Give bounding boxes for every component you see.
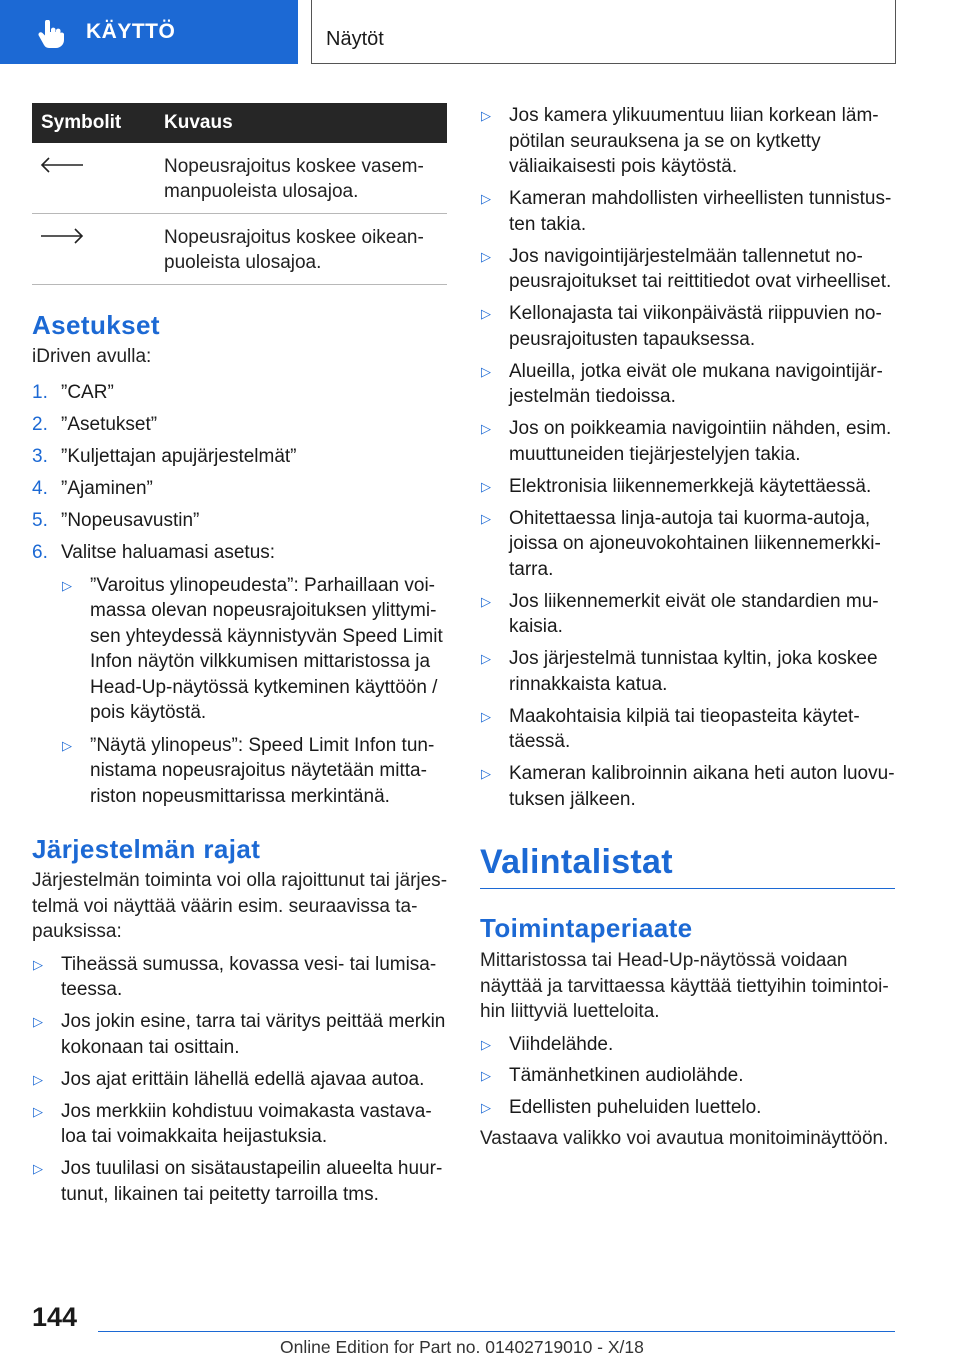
list-item: ▷ Viihdelähde. xyxy=(480,1032,895,1058)
triangle-bullet-icon: ▷ xyxy=(33,1071,43,1087)
list-item: ▷ Elektronisia liikennemerkkejä käytettäessä. xyxy=(480,474,895,500)
triangle-bullet-icon: ▷ xyxy=(481,363,491,379)
limits-list-left xyxy=(32,952,447,1208)
list-item: ▷ Jos navigointijärjestelmään tallennetut nopeusrajoitukset tai reittitiedot ovat virheelliset. xyxy=(480,244,895,295)
table-header-symbol: Symbolit xyxy=(41,112,122,133)
table-header-description: Kuvaus xyxy=(164,112,233,133)
triangle-bullet-icon: ▷ xyxy=(33,1103,43,1119)
list-item: ▷ Kellonajasta tai viikonpäivästä riippuvien nopeusrajoitusten tapauksessa. xyxy=(480,301,895,352)
principle-intro: Mittaristossa tai Head-Up-näytössä voidaan näyttää ja tarvittaessa käyttää tiettyihin toimintoihin liittyviä luetteloita. xyxy=(480,950,889,1022)
table-cell-description: Nopeusrajoitus koskee oikeanpuoleista ulosajoa. xyxy=(164,227,424,273)
chapter-heading: Valintalistat xyxy=(480,843,673,881)
list-item: 4. ”Ajaminen” xyxy=(32,478,153,500)
settings-steps xyxy=(32,380,447,566)
list-item: 2. ”Asetukset” xyxy=(32,413,158,435)
table-row xyxy=(32,143,447,214)
list-item: ▷ Alueilla, jotka eivät ole mukana navigointijärjestelmän tiedoissa. xyxy=(480,359,895,410)
lists-items xyxy=(480,1032,895,1121)
triangle-bullet-icon: ▷ xyxy=(481,478,491,494)
list-item: ▷ Jos on poikkeamia navigointiin nähden, esim. muuttuneiden tiejärjestelyjen takia. xyxy=(480,416,895,467)
triangle-bullet-icon: ▷ xyxy=(481,651,491,666)
arrow-left-icon xyxy=(40,157,84,173)
page-number: 144 xyxy=(32,1302,78,1332)
section-label: KÄYTTÖ xyxy=(86,20,176,43)
table-header xyxy=(32,103,447,143)
settings-sub-options xyxy=(32,573,447,810)
list-item: ▷ Jos järjestelmä tunnistaa kyltin, joka koskee rinnakkaista katua. xyxy=(480,646,895,697)
list-item: ▷ Jos tuulilasi on sisätaustapeilin alueelta huurtunut, likainen tai peitetty tarroilla tms. xyxy=(32,1156,447,1207)
triangle-bullet-icon: ▷ xyxy=(33,1161,43,1177)
limits-list-right xyxy=(480,103,895,812)
list-item: ▷ Tämänhetkinen audiolähde. xyxy=(480,1063,895,1089)
list-item: ▷ ”Näytä ylinopeus”: Speed Limit Infon tunnistama nopeusrajoitus näytetään mittariston nopeusmittarissa merkintänä. xyxy=(61,733,447,810)
list-item: ▷ Ohitettaessa linja-autoja tai kuorma-autoja, joissa on ajoneuvokohtainen liikennemerkkitarra. xyxy=(480,506,895,583)
section-heading-settings: Asetukset xyxy=(32,310,160,340)
triangle-bullet-icon: ▷ xyxy=(481,191,491,206)
triangle-bullet-icon: ▷ xyxy=(481,108,491,123)
table-row xyxy=(32,214,447,285)
left-column xyxy=(32,103,447,1207)
list-item: ▷ Tiheässä sumussa, kovassa vesi- tai lumisateessa. xyxy=(32,952,447,1003)
triangle-bullet-icon: ▷ xyxy=(481,766,491,781)
list-item: ▷ Jos jokin esine, tarra tai väritys peittää merkin kokonaan tai osittain. xyxy=(32,1009,447,1060)
list-item: ▷ Jos kamera ylikuumentuu liian korkean lämpötilan seurauksena ja se on kytketty väliaikaisesti pois käytöstä. xyxy=(480,103,895,180)
list-item: ▷ Maakohtaisia kilpiä tai tieopasteita käytettäessä. xyxy=(480,704,895,755)
triangle-bullet-icon: ▷ xyxy=(33,1014,43,1030)
limits-intro: Järjestelmän toiminta voi olla rajoittunut tai järjestelmä voi näyttää väärin esim. seuraavissa tapauksissa: xyxy=(32,870,448,943)
footer-divider xyxy=(98,1331,895,1332)
triangle-bullet-icon: ▷ xyxy=(481,510,491,526)
arrow-right-icon xyxy=(40,228,84,244)
triangle-bullet-icon: ▷ xyxy=(481,593,491,609)
section-heading-principle: Toimintaperiaate xyxy=(480,913,693,943)
list-item: ▷ Jos ajat erittäin lähellä edellä ajavaa autoa. xyxy=(32,1067,447,1093)
list-item: ▷ Kameran kalibroinnin aikana heti auton luovutuksen jälkeen. xyxy=(480,761,895,812)
list-item: ▷ ”Varoitus ylinopeudesta”: Parhaillaan voimassa olevan nopeusrajoituksen ylittymisen yhteydessä käynnistyvän Speed Limit Infon näytön vilkkumisen mittaristossa ja Head-Up-näytössä kytkeminen käyttöön / pois käytöstä. xyxy=(61,573,447,726)
triangle-bullet-icon: ▷ xyxy=(481,306,491,321)
list-item: ▷ Jos liikennemerkit eivät ole standardien mukaisia. xyxy=(480,589,895,640)
triangle-bullet-icon: ▷ xyxy=(62,577,72,593)
edition-note: Online Edition for Part no. 01402719010 - X/18 xyxy=(280,1337,644,1357)
right-column xyxy=(480,103,895,1152)
hand-pointer-icon xyxy=(38,20,64,48)
triangle-bullet-icon: ▷ xyxy=(481,248,491,264)
triangle-bullet-icon: ▷ xyxy=(481,1099,491,1115)
list-item: 1. ”CAR” xyxy=(32,381,114,403)
list-item: ▷ Edellisten puheluiden luettelo. xyxy=(480,1095,895,1121)
chapter-title: Näytöt xyxy=(326,28,384,50)
table-cell-description: Nopeusrajoitus koskee vasemmanpuoleista ulosajoa. xyxy=(164,156,424,202)
triangle-bullet-icon: ▷ xyxy=(481,421,491,436)
settings-intro: iDriven avulla: xyxy=(32,346,152,367)
list-item: 5. ”Nopeusavustin” xyxy=(32,510,200,532)
section-heading-limits: Järjestelmän rajat xyxy=(32,834,261,865)
symbol-table xyxy=(32,103,447,285)
triangle-bullet-icon: ▷ xyxy=(481,1036,491,1052)
chapter-header xyxy=(311,0,896,64)
section-tab xyxy=(0,0,298,64)
list-item: 3. ”Kuljettajan apujärjestelmät” xyxy=(32,445,297,467)
list-item: 6. Valitse haluamasi asetus: xyxy=(32,542,276,564)
triangle-bullet-icon: ▷ xyxy=(33,956,43,972)
chapter-heading-block xyxy=(480,842,895,889)
lists-outro: Vastaava valikko voi avautua monitoiminäyttöön. xyxy=(480,1128,889,1149)
list-item: ▷ Jos merkkiin kohdistuu voimakasta vastavaloa tai voimakkaita heijastuksia. xyxy=(32,1099,447,1150)
triangle-bullet-icon: ▷ xyxy=(62,737,72,753)
triangle-bullet-icon: ▷ xyxy=(481,1068,491,1083)
list-item: ▷ Kameran mahdollisten virheellisten tunnistusten takia. xyxy=(480,186,895,237)
triangle-bullet-icon: ▷ xyxy=(481,708,491,724)
